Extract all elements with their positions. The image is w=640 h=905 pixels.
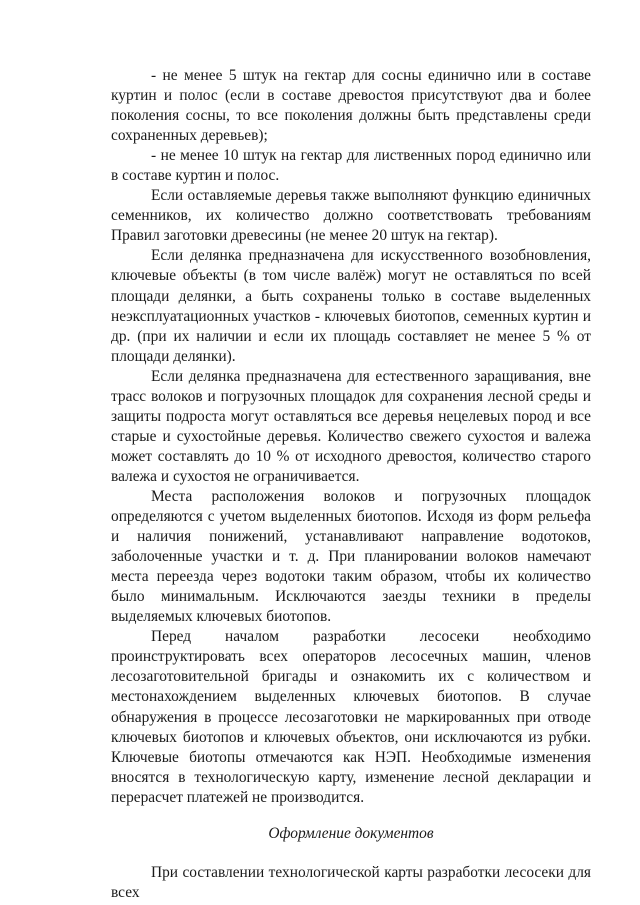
paragraph-deciduous-requirement: - не менее 10 штук на гектар для лиственных пород единично или в составе куртин и полос. xyxy=(111,147,591,185)
paragraph-skid-trails: Места расположения волоков и погрузочных площадок определяются с учетом выделенных биотопов. Исходя из форм рельефа и наличия понижений, устанавливают направление водотоков, заболоченные участки и т. д. При планировании волоков намечают места переезда через водотоки таким образом, чтобы их количество было минимальным. Исключаются заезды техники в пределы выделяемых ключевых биотопов. xyxy=(111,487,591,626)
section-heading: Оформление документов xyxy=(268,824,434,842)
paragraph-artificial-regeneration: Если делянка предназначена для искусственного возобновления, ключевые объекты (в том числе валёж) могут не оставляться по всей площади делянки, а быть сохранены только в составе выделенных неэксплуатационных участков - ключевых биотопов, семенных куртин и др. (при их наличии и если их площадь составляет не менее 5 % от площади делянки). xyxy=(111,247,591,365)
paragraph-seed-trees: Если оставляемые деревья также выполняют функцию единичных семенников, их количество должно соответствовать требованиям Правил заготовки древесины (не менее 20 штук на гектар). xyxy=(111,187,591,245)
document-page xyxy=(111,66,591,903)
paragraph-operator-instruction: Перед началом разработки лесосеки необходимо проинструктировать всех операторов лесосечных машин, членов лесозаготовительной бригады и ознакомить их с количеством и местонахождением выделенных ключевых биотопов. В случае обнаружения в процессе лесозаготовки не маркированных при отводе ключевых биотопов и ключевых объектов, они исключаются из рубки. Ключевые биотопы отмечаются как НЭП. Необходимые изменения вносятся в технологическую карту, изменение лесной декларации и перерасчет платежей не производится. xyxy=(111,628,591,806)
paragraph-technological-map: При составлении технологической карты разработки лесосеки для всех xyxy=(111,863,591,901)
paragraph-pine-requirement: - не менее 5 штук на гектар для сосны единично или в составе куртин и полос (если в составе древостоя присутствуют два и более поколения сосны, то все поколения должны быть представлены среди сохраненных деревьев); xyxy=(111,67,591,145)
paragraph-natural-regeneration: Если делянка предназначена для естественного заращивания, вне трасс волоков и погрузочных площадок для сохранения лесной среды и защиты подроста могут оставляться все деревья нецелевых пород и все старые и сухостойные деревья. Количество свежего сухостоя и валежа может составлять до 10 % от исходного древостоя, количество старого валежа и сухостоя не ограничивается. xyxy=(111,367,591,485)
